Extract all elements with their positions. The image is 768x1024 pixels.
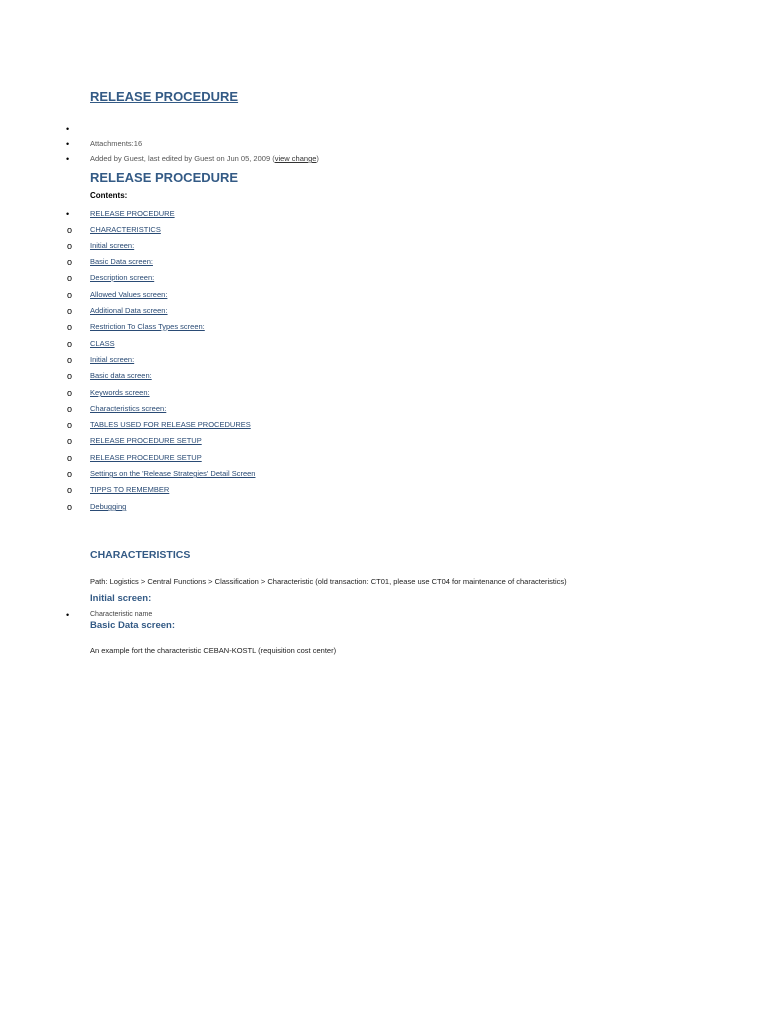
view-change-link[interactable]: view change xyxy=(274,154,317,163)
circle-bullet-icon: o xyxy=(67,290,73,300)
toc-link[interactable]: Description screen: xyxy=(90,273,155,282)
characteristics-heading: CHARACTERISTICS xyxy=(90,549,191,561)
toc-link[interactable]: Settings on the 'Release Strategies' Detail Screen xyxy=(90,469,256,478)
toc-link[interactable]: Characteristics screen: xyxy=(90,404,167,413)
circle-bullet-icon: o xyxy=(67,273,73,283)
bullet-icon: • xyxy=(66,209,70,219)
characteristic-name-text: Characteristic name xyxy=(90,611,153,618)
toc-link[interactable]: Basic data screen: xyxy=(90,371,152,380)
section-heading: RELEASE PROCEDURE xyxy=(90,170,239,185)
circle-bullet-icon: o xyxy=(67,453,73,463)
circle-bullet-icon: o xyxy=(67,502,73,512)
toc-link[interactable]: CHARACTERISTICS xyxy=(90,225,161,234)
toc-link[interactable]: CLASS xyxy=(90,339,115,348)
circle-bullet-icon: o xyxy=(67,306,73,316)
circle-bullet-icon: o xyxy=(67,339,73,349)
circle-bullet-icon: o xyxy=(67,469,73,479)
paren-open: ( xyxy=(272,154,275,163)
toc-link[interactable]: Keywords screen: xyxy=(90,388,150,397)
toc-link[interactable]: RELEASE PROCEDURE SETUP xyxy=(90,436,202,445)
bullet-icon: • xyxy=(66,610,70,620)
page-title[interactable]: RELEASE PROCEDURE xyxy=(90,89,239,104)
circle-bullet-icon: o xyxy=(67,388,73,398)
toc-link[interactable]: Debugging xyxy=(90,502,127,511)
contents-label: Contents: xyxy=(90,191,128,200)
edit-info-text: Added by Guest, last edited by Guest on Jun 05, 2009 xyxy=(90,154,271,163)
circle-bullet-icon: o xyxy=(67,485,73,495)
toc-link[interactable]: RELEASE PROCEDURE SETUP xyxy=(90,453,202,462)
bullet-icon: • xyxy=(66,154,70,164)
circle-bullet-icon: o xyxy=(67,371,73,381)
paren-close: ) xyxy=(316,154,319,163)
toc-link[interactable]: Basic Data screen: xyxy=(90,257,153,266)
circle-bullet-icon: o xyxy=(67,420,73,430)
circle-bullet-icon: o xyxy=(67,355,73,365)
toc-link[interactable]: RELEASE PROCEDURE xyxy=(90,209,175,218)
toc-link[interactable]: TABLES USED FOR RELEASE PROCEDURES xyxy=(90,420,251,429)
attachments-count[interactable]: Attachments:16 xyxy=(90,139,143,148)
bullet-icon: • xyxy=(66,124,70,134)
circle-bullet-icon: o xyxy=(67,241,73,251)
toc-link[interactable]: Initial screen: xyxy=(90,355,135,364)
circle-bullet-icon: o xyxy=(67,436,73,446)
circle-bullet-icon: o xyxy=(67,404,73,414)
path-text: Path: Logistics > Central Functions > Classification > Characteristic (old transaction: CT01, please use CT04 for maintenance of characteristics) xyxy=(90,577,567,586)
toc-link[interactable]: Additional Data screen: xyxy=(90,306,168,315)
circle-bullet-icon: o xyxy=(67,257,73,267)
example-text: An example fort the characteristic CEBAN-KOSTL (requisition cost center) xyxy=(90,646,337,655)
edit-info xyxy=(90,154,319,163)
initial-screen-heading: Initial screen: xyxy=(90,593,152,604)
toc-link[interactable]: Restriction To Class Types screen: xyxy=(90,322,205,331)
circle-bullet-icon: o xyxy=(67,322,73,332)
toc-link[interactable]: Initial screen: xyxy=(90,241,135,250)
bullet-icon: • xyxy=(66,139,70,149)
toc-link[interactable]: TIPPS TO REMEMBER xyxy=(90,485,170,494)
circle-bullet-icon: o xyxy=(67,225,73,235)
toc-link[interactable]: Allowed Values screen: xyxy=(90,290,168,299)
basic-data-screen-heading: Basic Data screen: xyxy=(90,620,176,631)
